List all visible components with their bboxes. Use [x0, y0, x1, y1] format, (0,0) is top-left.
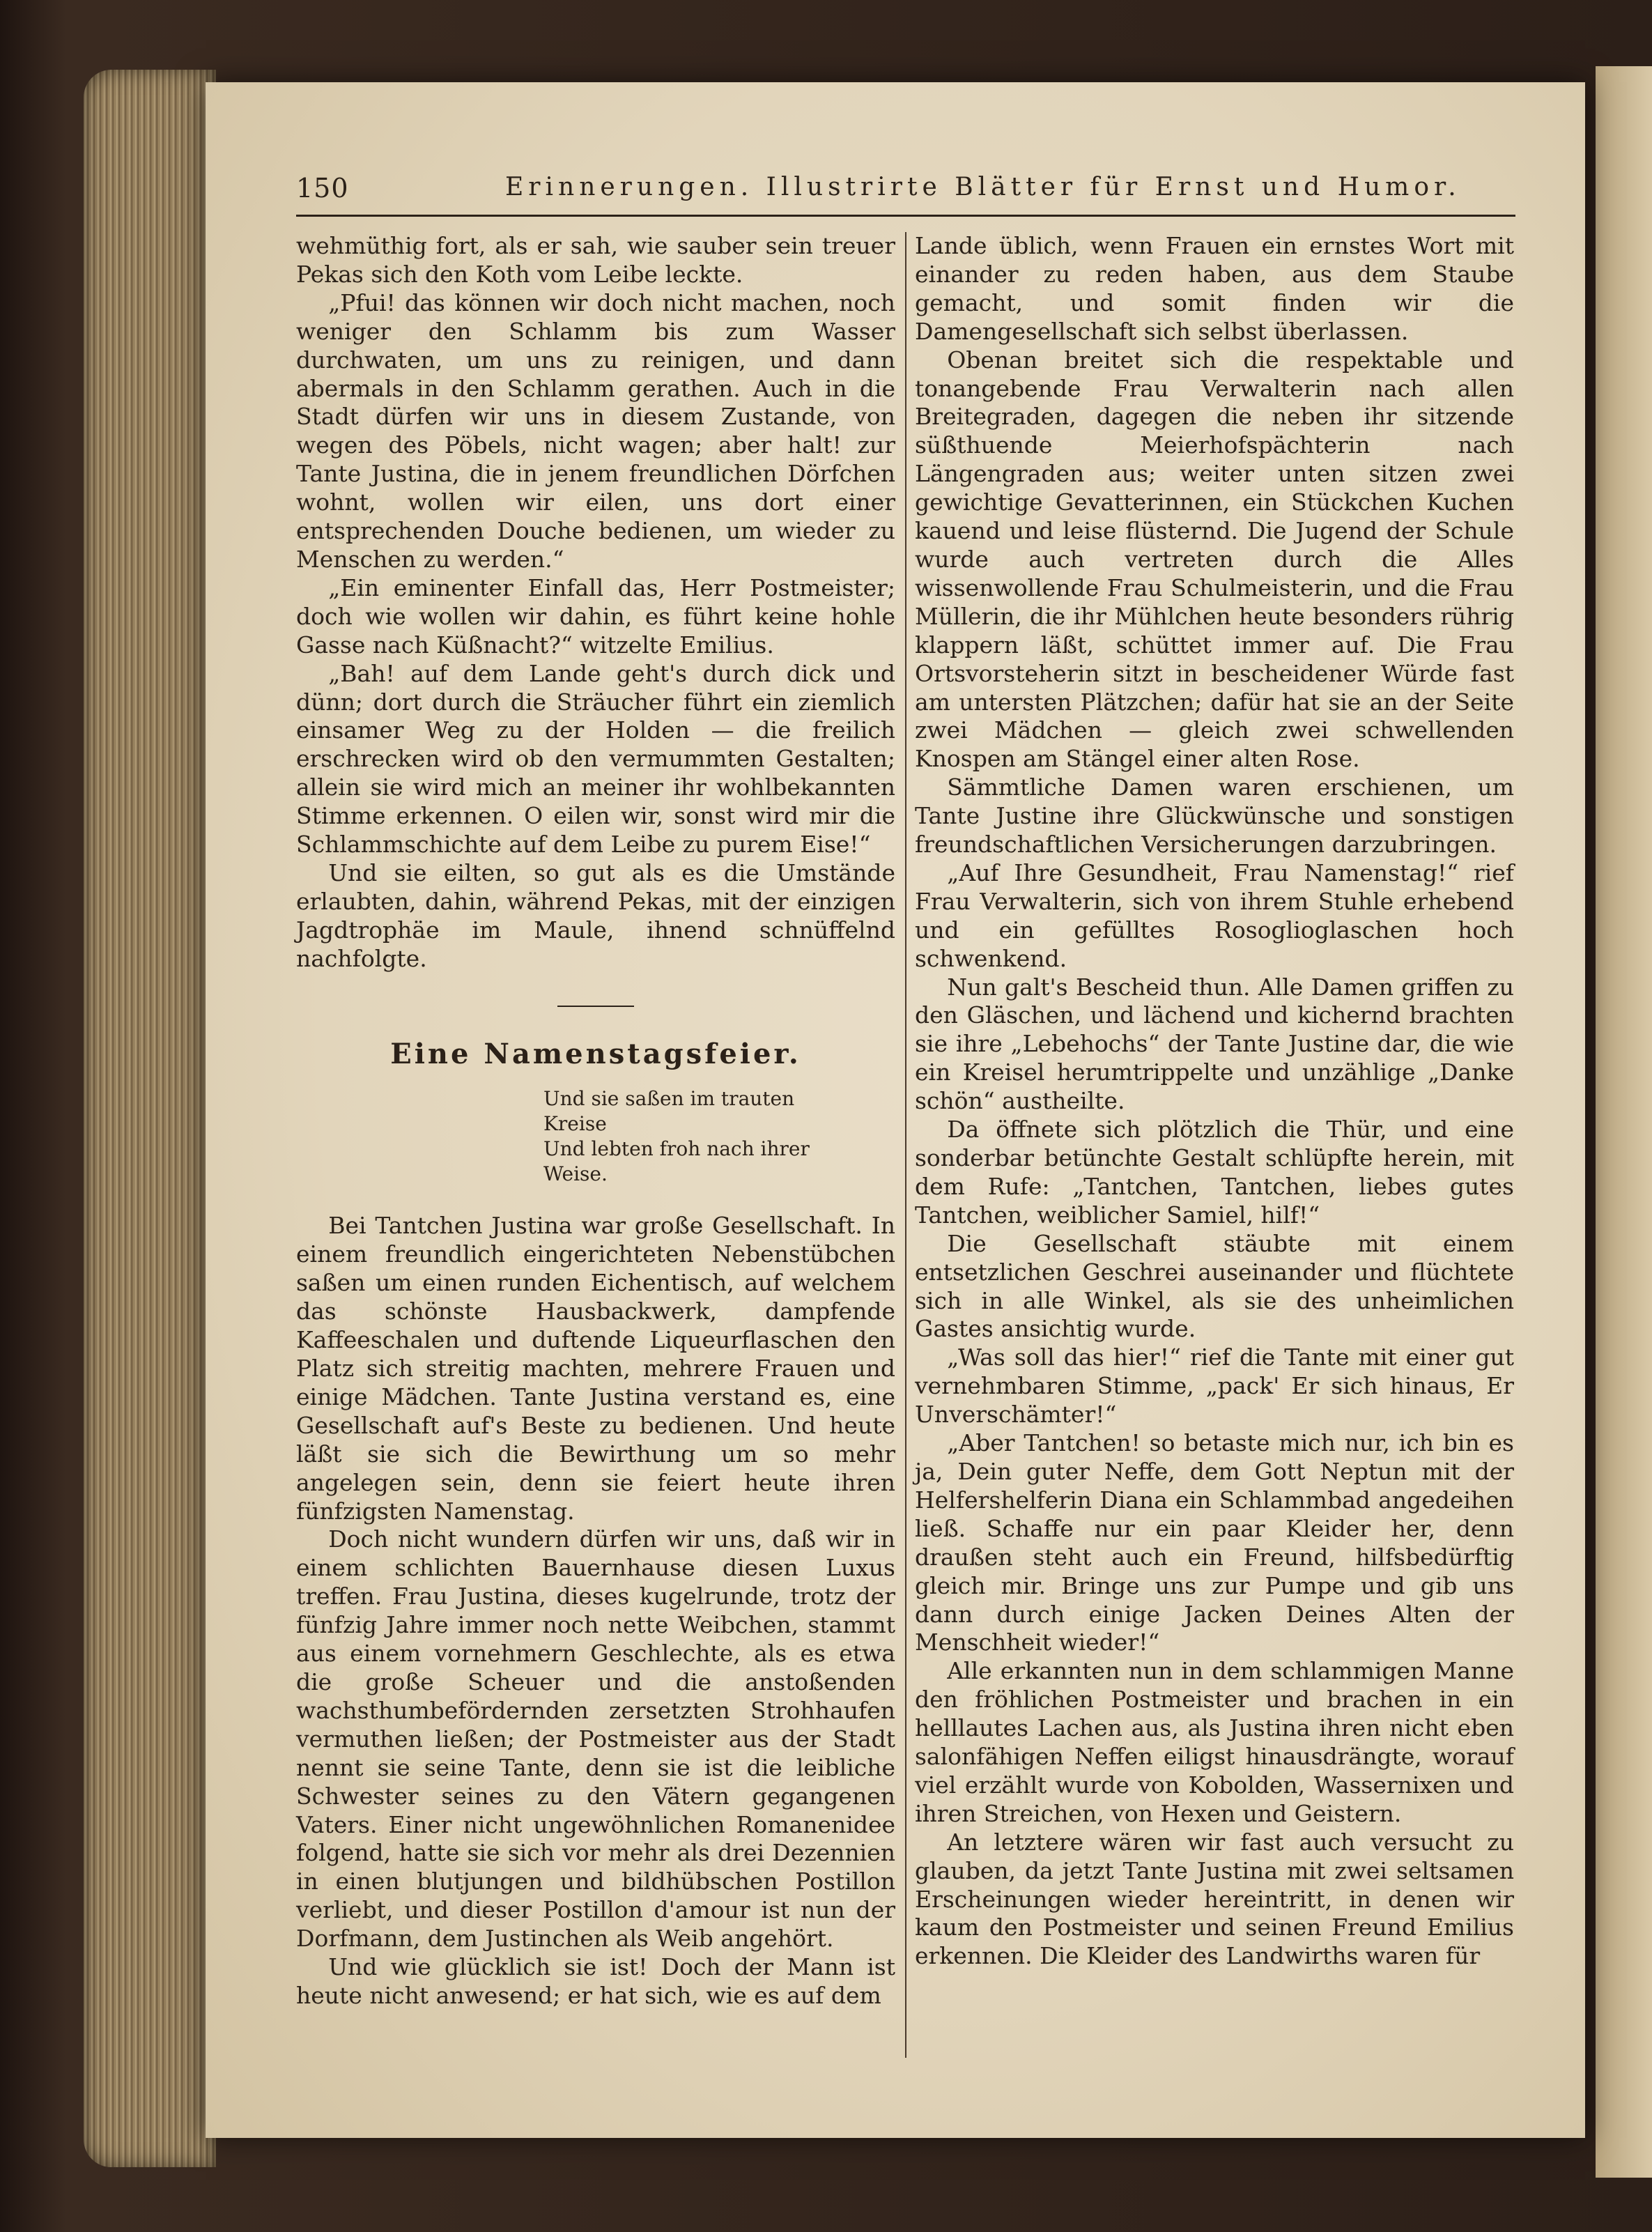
paragraph: Lande üblich, wenn Frauen ein ernstes Wort mit einander zu reden haben, aus dem Staube gemacht, und somit finden wir die Damengesellschaft sich selbst überlassen. [915, 232, 1514, 345]
right-column [915, 232, 1514, 1971]
epigraph-line: Und sie saßen im trauten Kreise [543, 1087, 795, 1136]
paragraph: „Aber Tantchen! so betaste mich nur, ich bin es ja, Dein guter Neffe, dem Gott Neptun mit der Helfershelferin Diana ein Schlammbad angedeihen ließ. Schaffe nur ein paar Kleider her, denn draußen steht auch ein Freund, hilfsbedürftig gleich mir. Bringe uns zur Pumpe und gib uns dann durch einige Jacken Deines Alten der Menschheit wieder!“ [915, 1429, 1514, 1656]
column-divider [905, 232, 906, 2058]
paragraph: Die Gesellschaft stäubte mit einem entsetzlichen Geschrei auseinander und flüchtete sich in alle Winkel, als sie des unheimlichen Gastes ansichtig wurde. [915, 1229, 1514, 1343]
book-page [206, 82, 1585, 2138]
paragraph: Sämmtliche Damen waren erschienen, um Tante Justine ihre Glückwünsche und sonstigen freundschaftlichen Versicherungen darzubringen. [915, 773, 1514, 859]
paragraph: wehmüthig fort, als er sah, wie sauber sein treuer Pekas sich den Koth vom Leibe leckte. [296, 232, 895, 288]
left-column [296, 232, 895, 2010]
epigraph [296, 1086, 895, 1187]
paragraph: Und wie glücklich sie ist! Doch der Mann ist heute nicht anwesend; er hat sich, wie es auf dem [296, 1953, 895, 2009]
page-number: 150 [296, 173, 349, 203]
page-header [296, 173, 1515, 217]
section-rule [557, 1006, 634, 1007]
paragraph: „Ein eminenter Einfall das, Herr Postmeister; doch wie wollen wir dahin, es führt keine hohle Gasse nach Küßnacht?“ witzelte Emilius. [296, 574, 895, 659]
paragraph: „Was soll das hier!“ rief die Tante mit einer gut vernehmbaren Stimme, „pack' Er sich hinaus, Er Unverschämter!“ [915, 1344, 1514, 1429]
section-title: Eine Namenstagsfeier. [390, 1037, 801, 1070]
book-page-edges [84, 70, 216, 2167]
paragraph: Nun galt's Bescheid thun. Alle Damen griffen zu den Gläschen, und lächend und kichernd brachten sie ihre „Lebehochs“ der Tante Justine dar, die wie ein Kreisel herumtrippelte und unzählige „Danke schön“ austheilte. [915, 973, 1514, 1115]
paragraph: An letztere wären wir fast auch versucht zu glauben, da jetzt Tante Justina mit zwei seltsamen Erscheinungen wieder hereintritt, in denen wir kaum den Postmeister und seinen Freund Emilius erkennen. Die Kleider des Landwirths waren für [915, 1828, 1514, 1970]
paragraph: „Auf Ihre Gesundheit, Frau Namenstag!“ rief Frau Verwalterin, sich von ihrem Stuhle erhebend und ein gefülltes Rosoglioglaschen hoch schwenkend. [915, 859, 1514, 972]
paragraph: Und sie eilten, so gut als es die Umstände erlaubten, dahin, während Pekas, mit der einzigen Jagdtrophäe im Maule, ihnend schnüffelnd nachfolgte. [296, 859, 895, 972]
paragraph: Alle erkannten nun in dem schlammigen Manne den fröhlichen Postmeister und brachen in ein helllautes Lachen aus, als Justina ihren nicht eben salonfähigen Neffen eiligst hinausdrängte, worauf viel erzählt wurde von Kobolden, Wassernixen und ihren Streichen, von Hexen und Geistern. [915, 1657, 1514, 1827]
facing-page-strip [1596, 66, 1652, 2178]
paragraph: Da öffnete sich plötzlich die Thür, und eine sonderbar betünchte Gestalt schlüpfte herein, mit dem Rufe: „Tantchen, Tantchen, liebes gutes Tantchen, weiblicher Samiel, hilf!“ [915, 1116, 1514, 1229]
paragraph: Bei Tantchen Justina war große Gesellschaft. In einem freundlich eingerichteten Nebenstübchen saßen um einen runden Eichentisch, auf welchem das schönste Hausbackwerk, dampfende Kaffeeschalen und duftende Liqueurflaschen den Platz sich streitig machten, mehrere Frauen und einige Mädchen. Tante Justina verstand es, eine Gesellschaft auf's Beste zu bedienen. Und heute läßt sie sich die Bewirthung um so mehr angelegen sein, denn sie feiert heute ihren fünfzigsten Namenstag. [296, 1212, 895, 1525]
paragraph: Doch nicht wundern dürfen wir uns, daß wir in einem schlichten Bauernhause diesen Luxus treffen. Frau Justina, dieses kugelrunde, trotz der fünfzig Jahre immer noch nette Weibchen, stammt aus einem vornehmern Geschlechte, als es etwa die große Scheuer und die anstoßenden wachsthumbefördernden zersetzten Strohhaufen vermuthen ließen; der Postmeister aus der Stadt nennt sie seine Tante, denn sie ist die leibliche Schwester seines zu den Vätern gegangenen Vaters. Einer nicht ungewöhnlichen Romanenidee folgend, hatte sie sich vor mehr als drei Dezennien in einen blutjungen und bildhübschen Postillon verliebt, und dieser Postillon d'amour ist nun der Dorfmann, dem Justinchen als Weib angehört. [296, 1525, 895, 1953]
paragraph: Obenan breitet sich die respektable und tonangebende Frau Verwalterin nach allen Breitegraden, dagegen die neben ihr sitzende süßthuende Meierhofspächterin nach Längengraden aus; weiter unten sitzen zwei gewichtige Gevatterinnen, ein Stückchen Kuchen kauend und leise flüsternd. Die Jugend der Schule wurde auch vertreten durch die Alles wissenwollende Frau Schulmeisterin, und die Frau Müllerin, die ihr Mühlchen heute besonders rührig klappern läßt, schüttet immer auf. Die Frau Ortsvorsteherin sitzt in bescheidener Würde fast am untersten Plätzchen; dafür hat sie an der Seite zwei Mädchen — gleich zwei schwellenden Knospen am Stängel einer alten Rose. [915, 346, 1514, 773]
paragraph: „Bah! auf dem Lande geht's durch dick und dünn; dort durch die Sträucher führt ein ziemlich einsamer Weg zu der Holden — die freilich erschrecken wird ob den vermummten Gestalten; allein sie wird mich an meiner ihr wohlbekannten Stimme erkennen. O eilen wir, sonst wird mir die Schlammschichte auf dem Leibe zu purem Eise!“ [296, 659, 895, 859]
epigraph-line: Und lebten froh nach ihrer Weise. [543, 1137, 810, 1186]
paragraph: „Pfui! das können wir doch nicht machen, noch weniger den Schlamm bis zum Wasser durchwaten, um uns zu reinigen, und dann abermals in den Schlamm gerathen. Auch in die Stadt dürfen wir uns in diesem Zustande, von wegen des Pöbels, nicht wagen; aber halt! zur Tante Justina, die in jenem freundlichen Dörfchen wohnt, wollen wir eilen, uns dort einer entsprechenden Douche bedienen, um wieder zu Menschen zu werden.“ [296, 288, 895, 573]
running-head: Erinnerungen. Illustrirte Blätter für Ernst und Humor. [505, 173, 1461, 201]
